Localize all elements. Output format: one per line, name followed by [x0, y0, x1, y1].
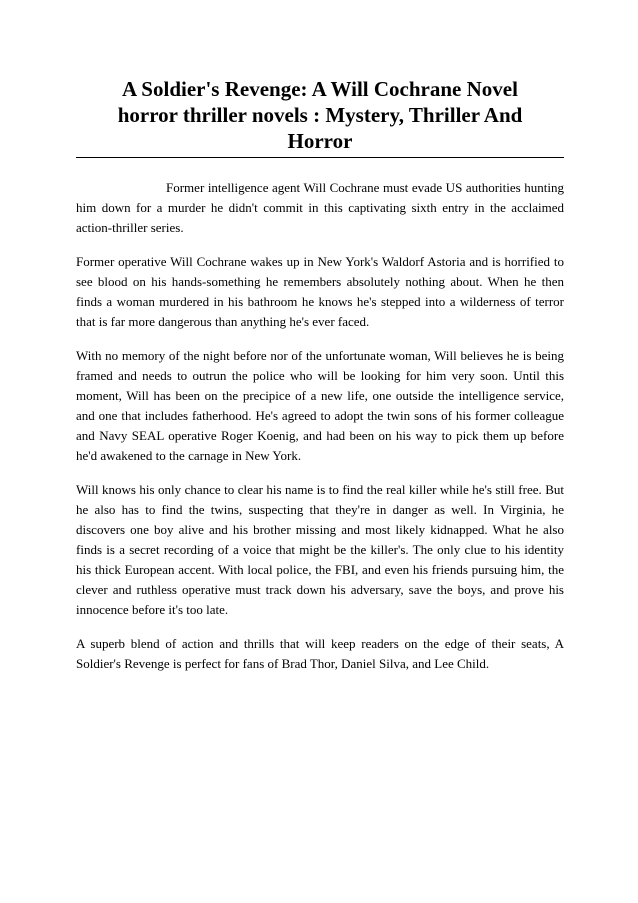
title-line-1: A Soldier's Revenge: A Will Cochrane Novel: [122, 77, 518, 101]
title-divider: [76, 157, 564, 158]
paragraph-3: With no memory of the night before nor of the unfortunate woman, Will believes he is being framed and needs to outrun the police who will be looking for him very soon. Until this moment, Will has been on the precipice of a new life, one outside the intelligence service, and one that includes fatherhood. He's agreed to adopt the twin sons of his former colleague and Navy SEAL operative Roger Koenig, and had been on his way to pick them up before he'd awakened to the carnage in New York.: [76, 348, 564, 463]
title-line-3: Horror: [287, 129, 353, 153]
document-title: [76, 76, 564, 154]
paragraph-5: A superb blend of action and thrills that will keep readers on the edge of their seats, A Soldier's Revenge is perfect for fans of Brad Thor, Daniel Silva, and Lee Child.: [76, 636, 564, 671]
title-line-2: horror thriller novels : Mystery, Thriller And: [117, 103, 523, 127]
paragraph-2: Former operative Will Cochrane wakes up in New York's Waldorf Astoria and is horrified to see blood on his hands-something he remembers absolutely nothing about. When he then finds a woman murdered in his bathroom he knows he's stepped into a wilderness of terror that is far more dangerous than anything he's ever faced.: [76, 254, 564, 329]
paragraph-1: Former intelligence agent Will Cochrane must evade US authorities hunting him down for a murder he didn't commit in this captivating sixth entry in the acclaimed action-thriller series.: [76, 180, 564, 235]
paragraph-4: Will knows his only chance to clear his name is to find the real killer while he's still free. But he also has to find the twins, suspecting that they're in danger as well. In Virginia, he discovers one boy alive and his brother missing and most likely kidnapped. What he also finds is a secret recording of a voice that might be the killer's. The only clue to his identity his thick European accent. With local police, the FBI, and even his friends pursuing him, the clever and ruthless operative must track down his adversary, save the boys, and prove his innocence before it's too late.: [76, 482, 564, 617]
document-body: [76, 178, 564, 688]
